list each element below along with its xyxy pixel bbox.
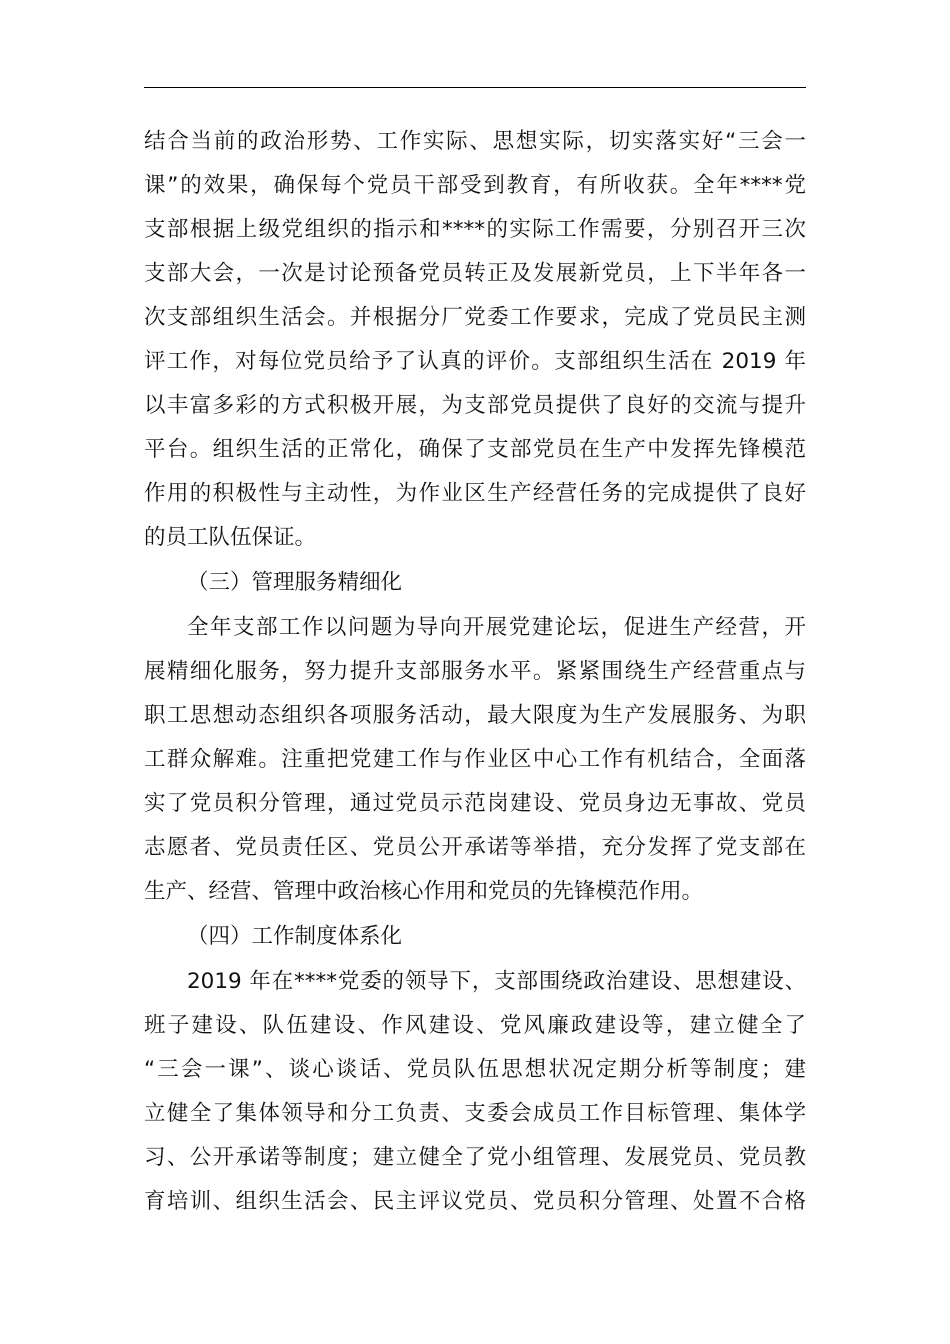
- text-line: 实了党员积分管理，通过党员示范岗建设、党员身边无事故、党员: [144, 791, 806, 816]
- section-heading: （三）管理服务精细化: [187, 570, 403, 595]
- text-line: 生产、经营、管理中政治核心作用和党员的先锋模范作用。: [144, 879, 704, 904]
- text-line: 2019 年在****党委的领导下，支部围绕政治建设、思想建设、: [187, 969, 806, 994]
- text-line: 次支部组织生活会。并根据分厂党委工作要求，完成了党员民主测: [144, 305, 806, 330]
- text-line: 工群众解难。注重把党建工作与作业区中心工作有机结合，全面落: [144, 747, 806, 772]
- text-line: 班子建设、队伍建设、作风建设、党风廉政建设等，建立健全了: [144, 1013, 806, 1038]
- text-line: 课”的效果，确保每个党员干部受到教育，有所收获。全年****党: [144, 173, 806, 198]
- text-line: 育培训、组织生活会、民主评议党员、党员积分管理、处置不合格: [144, 1189, 806, 1214]
- text-line: 支部大会，一次是讨论预备党员转正及发展新党员，上下半年各一: [144, 261, 806, 286]
- text-line: 展精细化服务，努力提升支部服务水平。紧紧围绕生产经营重点与: [144, 659, 806, 684]
- header-rule: [144, 87, 806, 88]
- text-line: 评工作，对每位党员给予了认真的评价。支部组织生活在 2019 年: [144, 349, 806, 374]
- text-line: 职工思想动态组织各项服务活动，最大限度为生产发展服务、为职: [144, 703, 806, 728]
- section-heading: （四）工作制度体系化: [187, 924, 403, 949]
- text-line: 以丰富多彩的方式积极开展，为支部党员提供了良好的交流与提升: [144, 393, 806, 418]
- text-line: 结合当前的政治形势、工作实际、思想实际，切实落实好“三会一: [144, 129, 806, 154]
- text-line: 志愿者、党员责任区、党员公开承诺等举措，充分发挥了党支部在: [144, 835, 806, 860]
- text-line: 支部根据上级党组织的指示和****的实际工作需要，分别召开三次: [144, 217, 806, 242]
- text-line: “三会一课”、谈心谈话、党员队伍思想状况定期分析等制度；建: [144, 1057, 806, 1082]
- text-line: 习、公开承诺等制度；建立健全了党小组管理、发展党员、党员教: [144, 1145, 806, 1170]
- text-line: 全年支部工作以问题为导向开展党建论坛，促进生产经营，开: [187, 615, 806, 640]
- text-line: 平台。组织生活的正常化，确保了支部党员在生产中发挥先锋模范: [144, 437, 806, 462]
- text-line: 作用的积极性与主动性，为作业区生产经营任务的完成提供了良好: [144, 481, 806, 506]
- text-line: 的员工队伍保证。: [144, 525, 317, 550]
- text-line: 立健全了集体领导和分工负责、支委会成员工作目标管理、集体学: [144, 1101, 806, 1126]
